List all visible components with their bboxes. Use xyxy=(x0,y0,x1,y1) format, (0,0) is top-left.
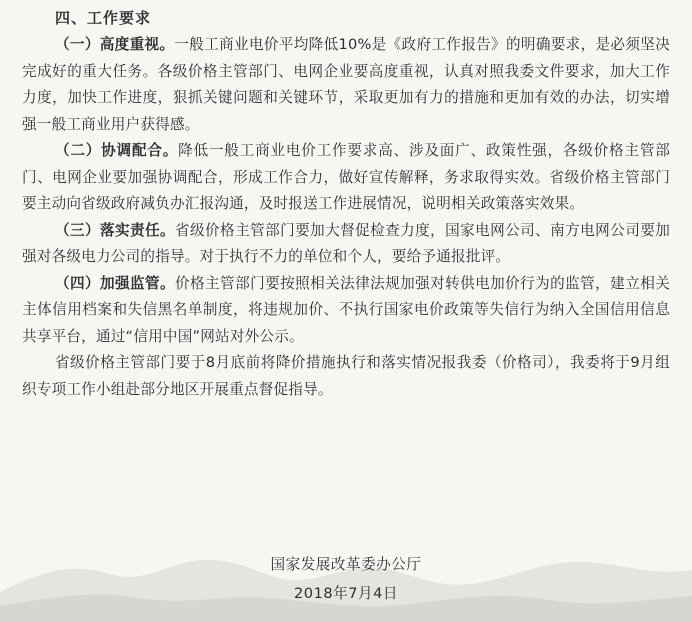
paragraph-lead: （一）高度重视。 xyxy=(55,36,175,53)
issuing-organization: 国家发展改革委办公厅 xyxy=(270,556,422,573)
paragraph-high-priority xyxy=(22,32,670,138)
paragraph-coordination xyxy=(22,138,670,218)
paragraph-lead: （二）协调配合。 xyxy=(55,142,179,159)
paragraph-text: 一般工商业电价平均降低10%是《政府工作报告》的明确要求，是必须坚决完成好的重大任务。各级价格主管部门、电网企业要高度重视，认真对照我委文件要求，加大工作力度，加快工作进度，狠抓关键问题和关键环节，采取更加有力的措施和更加有效的办法，切实增强一般工商业用户获得感。 xyxy=(22,36,670,133)
issue-date: 2018年7月4日 xyxy=(294,585,398,602)
section-heading: 四、工作要求 xyxy=(55,9,152,27)
paragraph-lead: （四）加强监管。 xyxy=(55,274,176,292)
paragraph-lead: （三）落实责任。 xyxy=(55,221,176,239)
paragraph-reporting-deadline xyxy=(22,350,670,403)
paragraph-responsibility xyxy=(22,218,670,271)
paragraph-text: 省级价格主管部门要加大督促检查力度，国家电网公司、南方电网公司要加强对各级电力公司的指导。对于执行不力的单位和个人，要给予通报批评。 xyxy=(22,221,670,265)
paragraph-text: 省级价格主管部门要于8月底前将降价措施执行和落实情况报我委（价格司），我委将于9月组织专项工作小组赴部分地区开展重点督促指导。 xyxy=(22,354,670,398)
paragraph-text: 价格主管部门要按照相关法律法规加强对转供电加价行为的监管，建立相关主体信用档案和失信黑名单制度，将违规加价、不执行国家电价政策等失信行为纳入全国信用信息共享平台，通过“信用中国”网站对外公示。 xyxy=(22,274,670,345)
paragraph-supervision xyxy=(22,271,670,351)
paragraph-text: 降低一般工商业电价工作要求高、涉及面广、政策性强，各级价格主管部门、电网企业要加强协调配合，形成工作合力，做好宣传解释，务求取得实效。省级价格主管部门要主动向省级政府减负办汇报沟通，及时报送工作进展情况，说明相关政策落实效果。 xyxy=(22,142,670,212)
